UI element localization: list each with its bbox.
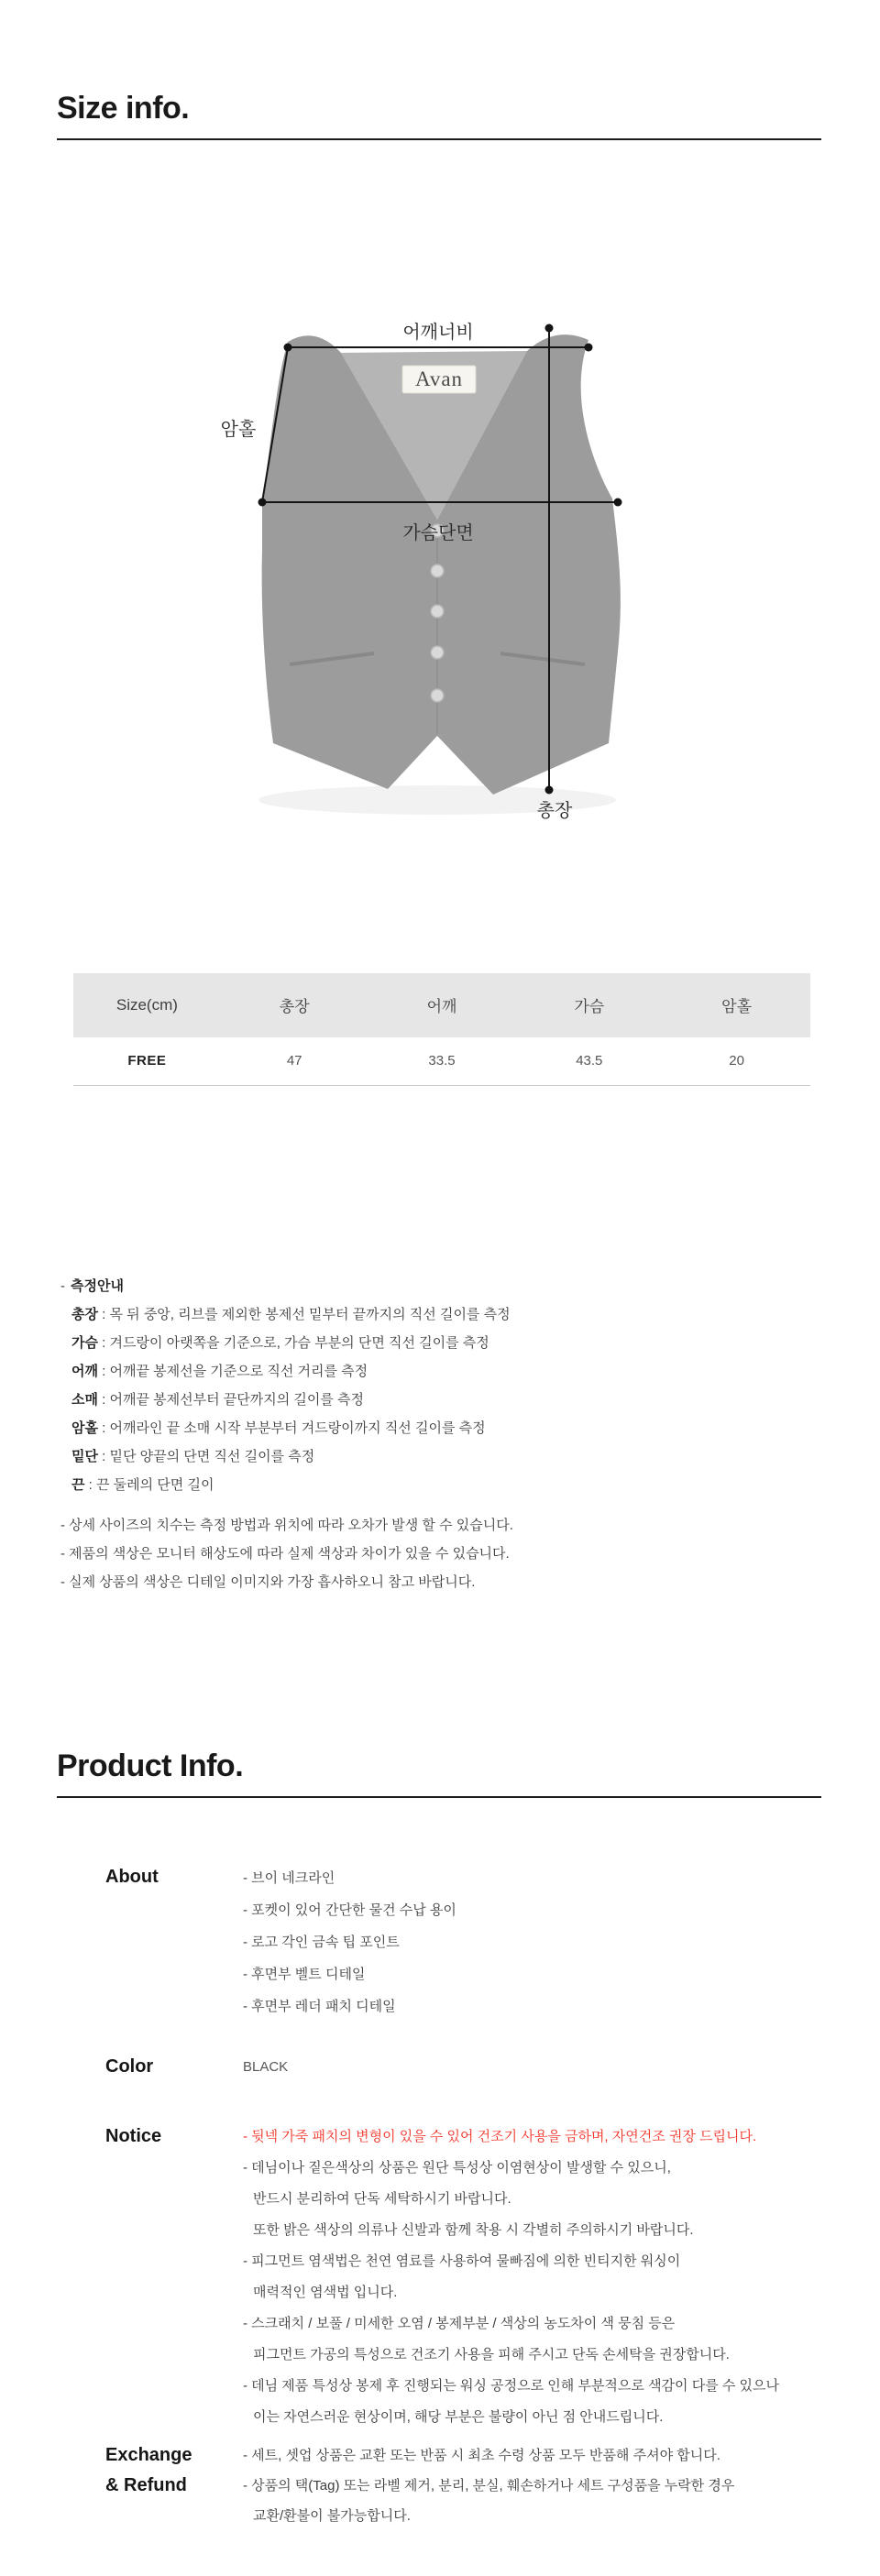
exchange-refund-row bbox=[105, 2440, 880, 2531]
guide-item bbox=[72, 1471, 880, 1499]
exchange-line: - 상품의 택(Tag) 또는 라벨 제거, 분리, 분실, 훼손하거나 세트 구성품을 누락한 경우 bbox=[243, 2477, 735, 2494]
guide-desc: 겨드랑이 아랫쪽을 기준으로, 가슴 부분의 단면 직선 길이를 측정 bbox=[109, 1334, 490, 1351]
guide-desc: 어깨끝 봉제선을 기준으로 직선 거리를 측정 bbox=[109, 1363, 368, 1379]
size-table-header-cell: 가슴 bbox=[574, 998, 605, 1016]
size-table-header-cell: 총장 bbox=[279, 998, 310, 1016]
dash: - bbox=[60, 1277, 65, 1294]
measure-guide-title bbox=[60, 1272, 880, 1300]
shoulder-width-label: 어깨너비 bbox=[402, 322, 474, 343]
size-table-row bbox=[73, 1037, 810, 1086]
notice-row bbox=[105, 2121, 880, 2433]
guide-separator: : bbox=[97, 1420, 110, 1436]
size-table bbox=[73, 973, 810, 1086]
about-item: - 후면부 벨트 디테일 bbox=[243, 1966, 366, 1982]
guide-desc: 어깨끝 봉제선부터 끝단까지의 길이를 측정 bbox=[109, 1391, 364, 1408]
exchange-refund-content bbox=[243, 2440, 734, 2531]
guide-term: 어깨 bbox=[72, 1363, 98, 1379]
guide-term: 끈 bbox=[72, 1476, 85, 1493]
size-table-cell: 33.5 bbox=[428, 1053, 456, 1069]
about-item: - 브이 네크라인 bbox=[243, 1869, 336, 1886]
notice-line: - 데님 제품 특성상 봉제 후 진행되는 워싱 공정으로 인해 부분적으로 색감이 다를 수 있으나 bbox=[243, 2377, 779, 2394]
about-item: - 후면부 레더 패치 디테일 bbox=[243, 1998, 396, 2014]
refund-label-line: & Refund bbox=[105, 2474, 187, 2495]
brand-label: Avan bbox=[414, 367, 464, 390]
notice-line: - 스크래치 / 보풀 / 미세한 오염 / 봉제부분 / 색상의 농도차이 색 뭉침 등은 bbox=[243, 2315, 676, 2331]
notice-line: - 데님이나 짙은색상의 상품은 원단 특성상 이염현상이 발생할 수 있으니, bbox=[243, 2159, 671, 2176]
measure-guide-items bbox=[72, 1300, 880, 1499]
size-table-header-row bbox=[73, 973, 810, 1037]
about-item: - 로고 각인 금속 팁 포인트 bbox=[243, 1934, 400, 1950]
notice-line: 매력적인 염색법 입니다. bbox=[253, 2284, 398, 2300]
guide-note: - 상세 사이즈의 치수는 측정 방법과 위치에 따라 오차가 발생 할 수 있습니다. bbox=[60, 1517, 513, 1533]
chest-section-label: 가슴단면 bbox=[402, 522, 474, 543]
guide-item bbox=[72, 1442, 880, 1471]
measure-guide-notes bbox=[60, 1511, 880, 1596]
guide-separator: : bbox=[97, 1448, 110, 1464]
guide-item bbox=[72, 1329, 880, 1357]
guide-term: 암홀 bbox=[72, 1420, 98, 1436]
guide-note: - 실제 상품의 색상은 디테일 이미지와 가장 흡사하오니 참고 바랍니다. bbox=[60, 1573, 476, 1590]
size-table-header-cell: 암홀 bbox=[721, 998, 753, 1016]
total-length-label: 총장 bbox=[536, 800, 573, 821]
about-label: About bbox=[105, 1866, 159, 1887]
about-item: - 포켓이 있어 간단한 물건 수납 용이 bbox=[243, 1902, 456, 1918]
notice-line: - 피그먼트 염색법은 천연 염료를 사용하여 물빠짐에 의한 빈티지한 워싱이 bbox=[243, 2253, 681, 2269]
size-table-cell: 20 bbox=[729, 1053, 744, 1069]
guide-separator: : bbox=[97, 1306, 110, 1322]
color-row bbox=[105, 2052, 880, 2082]
product-info-heading: Product Info. bbox=[57, 1596, 821, 1798]
guide-desc: 어깨라인 끝 소매 시작 부분부터 겨드랑이까지 직선 길이를 측정 bbox=[109, 1420, 486, 1436]
guide-separator: : bbox=[84, 1476, 97, 1493]
guide-separator: : bbox=[97, 1391, 110, 1408]
guide-item bbox=[72, 1300, 880, 1329]
about-content bbox=[243, 1862, 456, 2022]
guide-note: - 제품의 색상은 모니터 해상도에 따라 실제 색상과 차이가 있을 수 있습니다. bbox=[60, 1545, 510, 1562]
exchange-label-line: Exchange bbox=[105, 2444, 192, 2465]
guide-term: 밑단 bbox=[72, 1448, 98, 1464]
size-table-cell: FREE bbox=[127, 1053, 167, 1069]
guide-term: 소매 bbox=[72, 1391, 98, 1408]
notice-line: 이는 자연스러운 현상이며, 해당 부분은 불량이 아닌 점 안내드립니다. bbox=[253, 2408, 664, 2425]
guide-desc: 밑단 양끝의 단면 직선 길이를 측정 bbox=[109, 1448, 315, 1464]
size-table-header-cell: Size(cm) bbox=[116, 995, 178, 1014]
notice-line: 피그먼트 가공의 특성으로 건조기 사용을 피해 주시고 단독 손세탁을 권장합니다. bbox=[253, 2346, 730, 2362]
guide-term: 총장 bbox=[72, 1306, 98, 1322]
notice-line: 반드시 분리하여 단독 세탁하시기 바랍니다. bbox=[253, 2190, 512, 2207]
guide-item bbox=[72, 1357, 880, 1386]
guide-item bbox=[72, 1386, 880, 1414]
measure-guide bbox=[60, 1272, 880, 1596]
guide-desc: 끈 둘레의 단면 길이 bbox=[96, 1476, 214, 1493]
exchange-line: - 세트, 셋업 상품은 교환 또는 반품 시 최초 수령 상품 모두 반품해 주셔야 합니다. bbox=[243, 2447, 720, 2463]
armhole-label: 암홀 bbox=[220, 419, 257, 440]
size-table-cell: 43.5 bbox=[576, 1053, 603, 1069]
size-table-header-cell: 어깨 bbox=[426, 998, 457, 1016]
notice-line-warning: - 뒷넥 가죽 패치의 변형이 있을 수 있어 건조기 사용을 금하며, 자연건조 권장 드립니다. bbox=[243, 2128, 757, 2144]
notice-content bbox=[243, 2121, 779, 2433]
color-label: Color bbox=[105, 2055, 154, 2077]
size-table-cell: 47 bbox=[286, 1053, 302, 1069]
size-info-heading: Size info. bbox=[57, 0, 821, 140]
guide-term: 가슴 bbox=[72, 1334, 98, 1351]
notice-line: 또한 밝은 색상의 의류나 신발과 함께 착용 시 각별히 주의하시기 바랍니다. bbox=[253, 2221, 694, 2238]
about-row bbox=[105, 1862, 880, 2022]
color-value: BLACK bbox=[243, 2058, 289, 2075]
exchange-line: 교환/환불이 불가능합니다. bbox=[253, 2507, 411, 2524]
measure-guide-title-text: 측정안내 bbox=[71, 1277, 124, 1294]
guide-desc: 목 뒤 중앙, 리브를 제외한 봉제선 밑부터 끝까지의 직선 길이를 측정 bbox=[109, 1306, 511, 1322]
guide-separator: : bbox=[97, 1334, 110, 1351]
guide-item bbox=[72, 1414, 880, 1442]
guide-separator: : bbox=[97, 1363, 110, 1379]
vest-measurement-diagram bbox=[126, 303, 640, 835]
notice-label: Notice bbox=[105, 2125, 162, 2146]
exchange-refund-label bbox=[105, 2440, 243, 2531]
